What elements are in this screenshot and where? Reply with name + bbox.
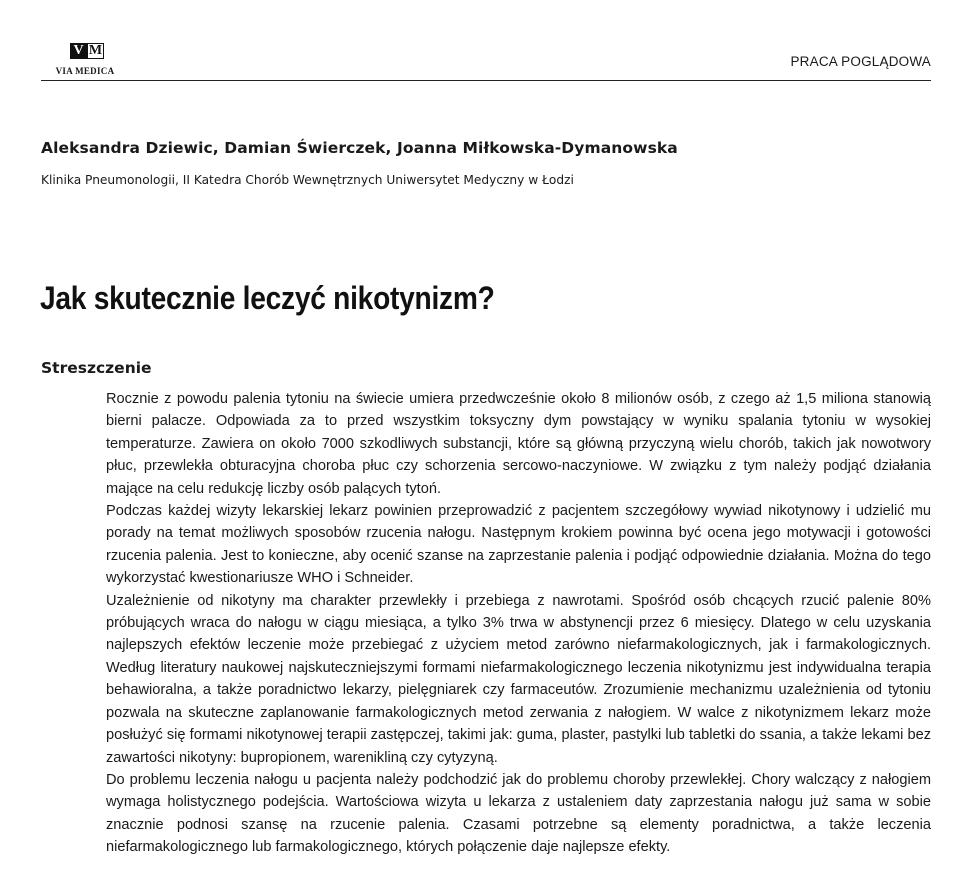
abstract-paragraph: Rocznie z powodu palenia tytoniu na świecie umiera przedwcześnie około 8 milionów osób, z czego aż 1,5 miliona stanowią bierni palacze. Odpowiada za to przed wszystkim toksyczny dym powstający w wyniku spalania tytoniu w wysokiej temperaturze. Zawiera on około 7000 szkodliwych substancji, które są główną przyczyną wielu chorób, takich jak nowotwory płuc, przewlekła obturacyjna choroba płuc czy schorzenia sercowo-naczyniowe. W związku z tym należy podjąć działania mające na celu redukcję liczby osób palących tytoń.	[106, 391, 931, 497]
abstract-body	[106, 388, 931, 859]
logo-text: VIA MEDICA	[55, 66, 115, 76]
page-header	[41, 40, 931, 81]
authors: Aleksandra Dziewic, Damian Świerczek, Joanna Miłkowska-Dymanowska	[41, 139, 678, 157]
abstract-paragraph: Do problemu leczenia nałogu u pacjenta należy podchodzić jak do problemu choroby przewlekłej. Chory walczący z nałogiem wymaga holistycznego podejścia. Wartościowa wizyta u lekarza z ustaleniem daty zaprzestania nałogu już sama w sobie znacznie podnosi szansę na rzucenie palenia. Czasami potrzebne są elementy poradnictwa, a także leczenia niefarmakologicznego lub farmakologicznego, których połączenie daje najlepsze efekty.	[106, 771, 931, 856]
vm-logo-mark	[70, 43, 104, 59]
article-title: Jak skutecznie leczyć nikotynizm?	[40, 280, 495, 316]
article-type-label: PRACA POGLĄDOWA	[790, 54, 931, 69]
affiliation: Klinika Pneumonologii, II Katedra Chorób Wewnętrznych Uniwersytet Medyczny w Łodzi	[41, 173, 574, 187]
via-medica-logo	[50, 43, 120, 76]
logo-letter-m: M	[88, 43, 103, 58]
abstract-heading: Streszczenie	[41, 359, 152, 377]
logo-letter-v: V	[70, 43, 87, 59]
abstract-paragraph: Podczas każdej wizyty lekarskiej lekarz powinien przeprowadzić z pacjentem szczegółowy wywiad nikotynowy i udzielić mu porady na temat możliwych sposobów rzucenia nałogu. Następnym krokiem powinna być ocena jego motywacji i gotowości rzucenia palenia. Jest to konieczne, aby ocenić szanse na zaprzestanie palenia i podjąć odpowiednie działania. Można do tego wykorzystać kwestionariusze WHO i Schneider.	[106, 503, 931, 587]
abstract-paragraph: Uzależnienie od nikotyny ma charakter przewlekły i przebiega z nawrotami. Spośród osób chcących rzucić palenie 80% próbujących wraca do nałogu w ciągu miesiąca, a tylko 3% trwa w abstynencji przez 6 miesięcy. Dlatego w celu uzyskania najlepszych efektów leczenie może przebiegać z użyciem metod zarówno niefarmakologicznych, jak i farmakologicznych. Według literatury naukowej najskuteczniejszymi formami niefarmakologicznego leczenia nikotynizmu jest indywidualna terapia behawioralna, a także poradnictwo lekarzy, pielęgniarek czy farmaceutów. Zrozumienie mechanizmu uzależnienia od tytoniu pozwala na skuteczne zaplanowanie farmakologicznych metod zerwania z nałogiem. W walce z nikotynizmem lekarz może posłużyć się formami nikotynowej terapii zastępczej, takimi jak: guma, plaster, pastylki lub tabletki do ssania, a także lekami bez zawartości nikotyny: bupropionem, warenikliną czy cytyzyną.	[106, 592, 931, 766]
